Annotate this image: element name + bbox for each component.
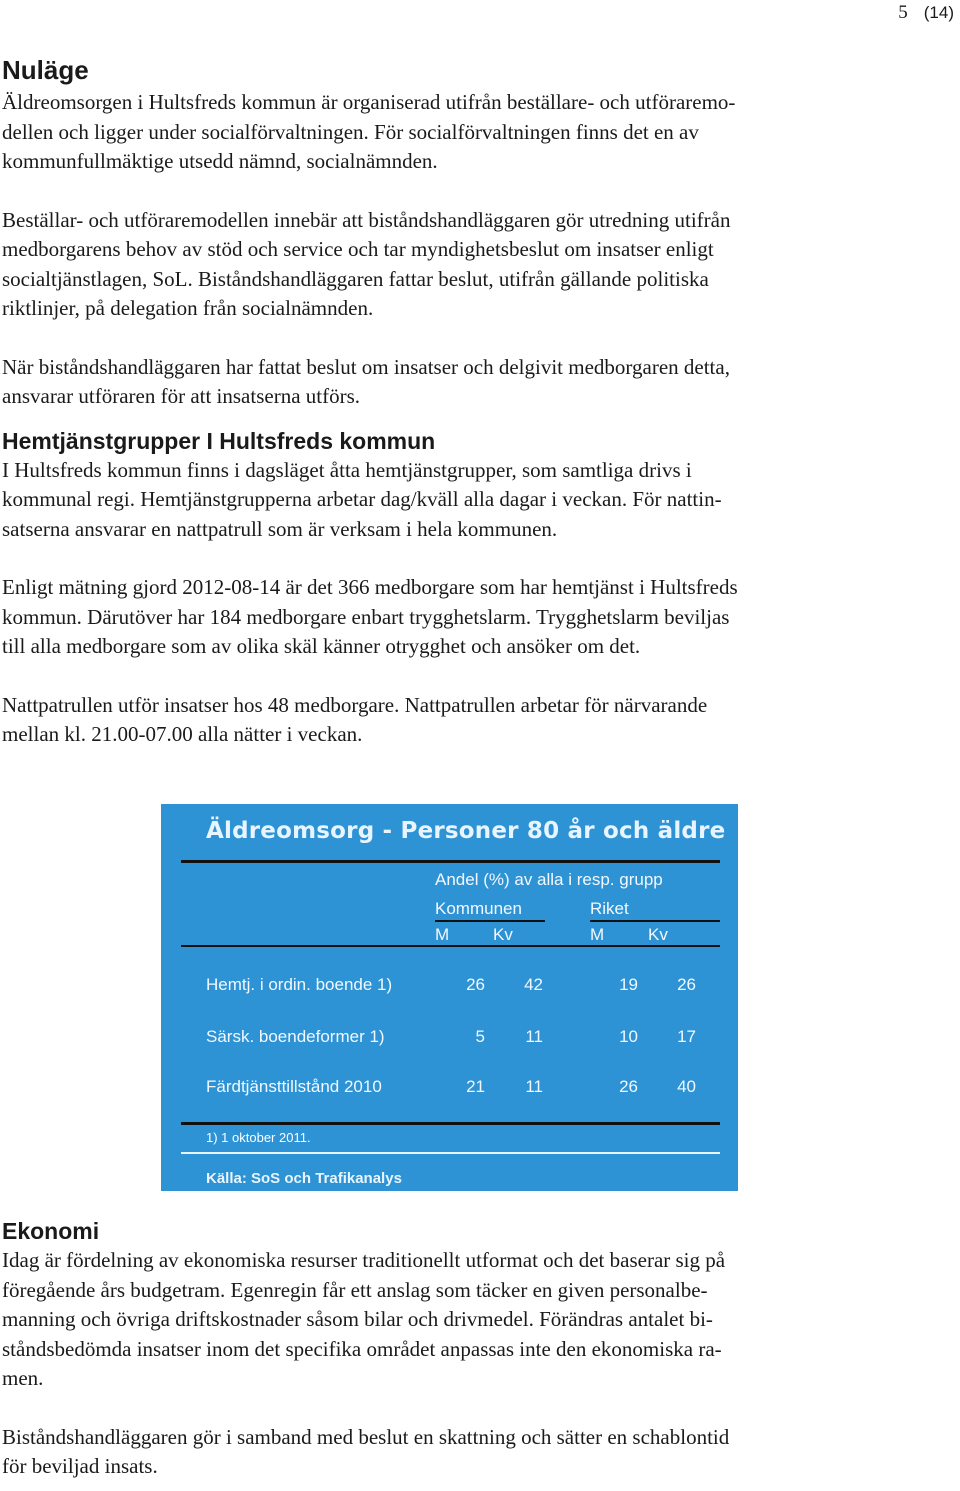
text-line: kommunal regi. Hemtjänstgrupperna arbetar dag/kväll alla dagar i veckan. För nattin- bbox=[2, 487, 722, 511]
table-cell: 11 bbox=[525, 1077, 543, 1096]
col-header-kv: Kv bbox=[493, 925, 513, 944]
text-line: till alla medborgare som av olika skäl känner otrygghet och ansöker om det. bbox=[2, 634, 641, 658]
col-header-m: M bbox=[590, 925, 605, 944]
page-number-total: (14) bbox=[923, 3, 954, 22]
table-cell: 11 bbox=[525, 1027, 543, 1046]
text-line: Beställar- och utföraremodellen innebär att biståndshandläggaren gör utredning utifrån bbox=[2, 207, 731, 232]
row-label: Färdtjänsttillstånd 2010 bbox=[206, 1077, 382, 1096]
text-line: mellan kl. 21.00-07.00 alla nätter i veckan. bbox=[2, 722, 363, 746]
text-line: Äldreomsorgen i Hultsfreds kommun är organiserad utifrån beställare- och utföraremo- bbox=[2, 90, 736, 114]
paragraph-ekonomi-2 bbox=[2, 1423, 952, 1482]
page-number bbox=[898, 2, 954, 24]
table-cell: 5 bbox=[475, 1027, 485, 1046]
table-cell: 17 bbox=[677, 1027, 696, 1046]
table-rule-top bbox=[181, 860, 720, 863]
row-label: Hemtj. i ordin. boende 1) bbox=[206, 975, 393, 994]
text-line: för beviljad insats. bbox=[2, 1454, 158, 1478]
paragraph-ekonomi-1 bbox=[2, 1246, 952, 1394]
statistics-table-image bbox=[161, 804, 738, 1191]
table-cell: 21 bbox=[466, 1077, 485, 1096]
table-cell: 40 bbox=[677, 1077, 696, 1096]
paragraph-hemtjanst-3 bbox=[2, 691, 952, 750]
text-line: ståndsbedömda insatser inom det specifika området anpassas inte den ekonomiska ra- bbox=[2, 1336, 722, 1361]
heading-ekonomi: Ekonomi bbox=[2, 1218, 100, 1244]
underline-kommunen bbox=[435, 920, 545, 922]
paragraph-nulage-3 bbox=[2, 353, 952, 412]
text-line: medborgarens behov av stöd och service och tar myndighetsbeslut om insatser enligt bbox=[2, 237, 714, 261]
heading-nulage: Nuläge bbox=[2, 55, 89, 85]
text-line: dellen och ligger under socialförvaltningen. För socialförvaltningen finns det en av bbox=[2, 119, 699, 144]
paragraph-hemtjanst-1 bbox=[2, 456, 952, 545]
table-group-kommunen: Kommunen bbox=[435, 899, 522, 918]
col-header-kv: Kv bbox=[648, 925, 668, 944]
table-cell: 26 bbox=[677, 975, 696, 994]
paragraph-hemtjanst-2 bbox=[2, 573, 952, 662]
text-line: När biståndshandläggaren har fattat beslut om insatser och delgivit medborgaren detta, bbox=[2, 354, 730, 379]
col-header-m: M bbox=[435, 925, 450, 944]
text-line: I Hultsfreds kommun finns i dagsläget åtta hemtjänstgrupper, som samtliga drivs i bbox=[2, 457, 692, 482]
table-header: Andel (%) av alla i resp. grupp bbox=[435, 870, 663, 889]
table-rule-source bbox=[181, 1152, 720, 1154]
page-number-current: 5 bbox=[898, 2, 908, 23]
text-line: föregående års budgetram. Egenregin får ett anslag som täcker en given personalbe- bbox=[2, 1277, 708, 1302]
table-cell: 19 bbox=[619, 975, 638, 994]
paragraph-nulage-1 bbox=[2, 88, 952, 177]
document-body bbox=[2, 52, 952, 750]
text-line: satserna ansvarar en nattpatrull som är verksam i hela kommunen. bbox=[2, 516, 558, 541]
paragraph-nulage-2 bbox=[2, 206, 952, 324]
table-footnote: 1) 1 oktober 2011. bbox=[206, 1130, 311, 1145]
text-line: manning och övriga driftskostnader såsom bilar och drivmedel. Förändras antalet bi- bbox=[2, 1307, 713, 1331]
text-line: kommun. Därutöver har 184 medborgare enbart trygghetslarm. Trygghetslarm beviljas bbox=[2, 604, 730, 629]
text-line: Idag är fördelning av ekonomiska resurser traditionellt utformat och det baserar sig på bbox=[2, 1248, 726, 1272]
heading-hemtjanst: Hemtjänstgrupper I Hultsfreds kommun bbox=[2, 427, 436, 454]
table-source: Källa: SoS och Trafikanalys bbox=[206, 1170, 402, 1187]
table-rule-header bbox=[181, 945, 720, 947]
text-line: riktlinjer, på delegation från socialnämnden. bbox=[2, 296, 374, 320]
text-line: Biståndshandläggaren gör i samband med beslut en skattning och sätter en schablontid bbox=[2, 1424, 730, 1449]
document-body-ekonomi bbox=[2, 1216, 952, 1482]
table-cell: 42 bbox=[524, 975, 543, 994]
text-line: socialtjänstlagen, SoL. Biståndshandläggaren fattar beslut, utifrån gällande politiska bbox=[2, 266, 709, 291]
table-cell: 10 bbox=[619, 1027, 638, 1046]
table-cell: 26 bbox=[619, 1077, 638, 1096]
text-line: Enligt mätning gjord 2012-08-14 är det 366 medborgare som har hemtjänst i Hultsfreds bbox=[2, 575, 738, 599]
text-line: kommunfullmäktige utsedd nämnd, socialnämnden. bbox=[2, 149, 438, 173]
row-label: Särsk. boendeformer 1) bbox=[206, 1027, 385, 1046]
table-rule-bottom bbox=[181, 1122, 720, 1125]
table-cell: 26 bbox=[466, 975, 485, 994]
text-line: Nattpatrullen utför insatser hos 48 medborgare. Nattpatrullen arbetar för närvarande bbox=[2, 692, 708, 717]
table-title: Äldreomsorg - Personer 80 år och äldre bbox=[206, 818, 726, 844]
table-group-riket: Riket bbox=[590, 899, 629, 918]
text-line: men. bbox=[2, 1366, 44, 1390]
text-line: ansvarar utföraren för att insatserna utförs. bbox=[2, 384, 361, 408]
underline-riket bbox=[590, 920, 720, 922]
